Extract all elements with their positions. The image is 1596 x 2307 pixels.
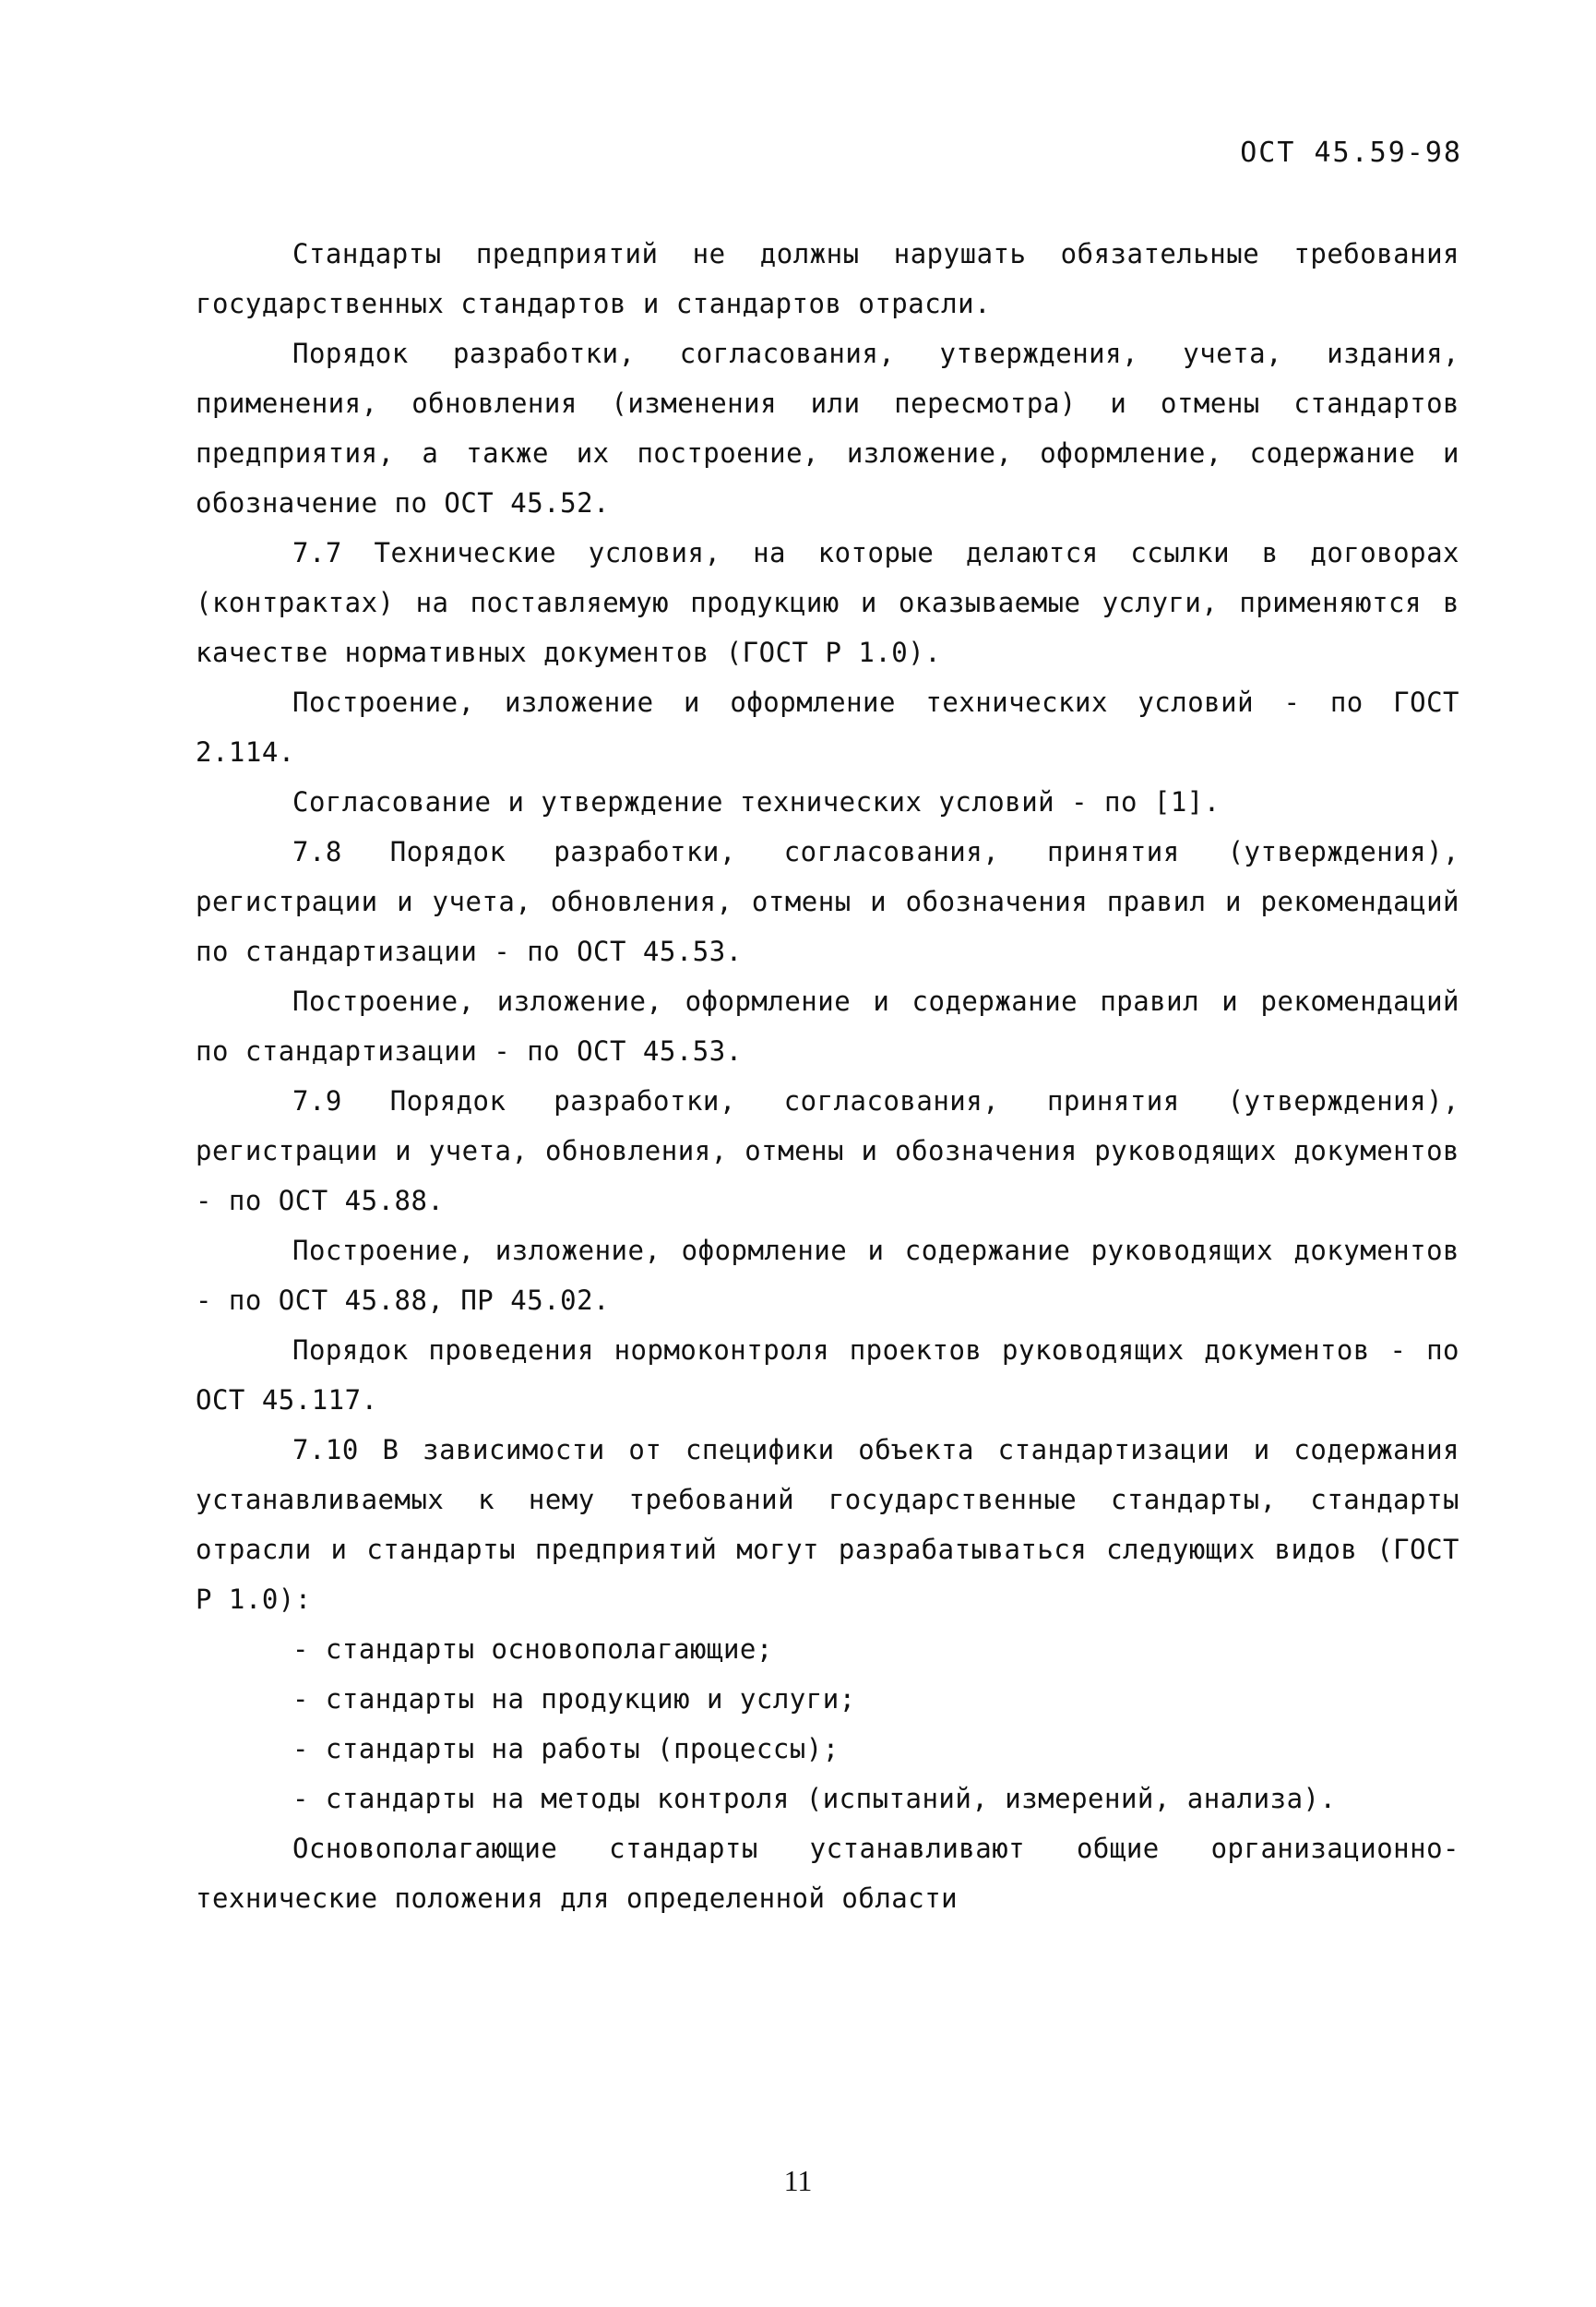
paragraph: Стандарты предприятий не должны нарушать обязательные требования государственных стандартов и стандартов отрасли. <box>196 238 1459 319</box>
page-number: 11 <box>783 2164 813 2197</box>
paragraph: Построение, изложение, оформление и содержание правил и рекомендаций по стандартизации - по ОСТ 45.53. <box>196 986 1459 1067</box>
list-item: - стандарты основополагающие; <box>292 1633 773 1665</box>
list-item: - стандарты на работы (процессы); <box>292 1733 840 1764</box>
paragraph-section-7-7: 7.7 Технические условия, на которые делаются ссылки в договорах (контрактах) на поставляемую продукцию и оказываемые услуги, применяются в качестве нормативных документов (ГОСТ Р 1.0). <box>196 537 1459 668</box>
document-code: ОСТ 45.59-98 <box>1240 137 1462 169</box>
list-item: - стандарты на методы контроля (испытаний, измерений, анализа). <box>292 1783 1337 1814</box>
paragraph-section-7-9: 7.9 Порядок разработки, согласования, принятия (утверждения), регистрации и учета, обновления, отмены и обозначения руководящих документов - по ОСТ 45.88. <box>196 1085 1459 1216</box>
paragraph: Согласование и утверждение технических условий - по [1]. <box>292 786 1221 818</box>
paragraph-section-7-8: 7.8 Порядок разработки, согласования, принятия (утверждения), регистрации и учета, обновления, отмены и обозначения правил и рекомендаций по стандартизации - по ОСТ 45.53. <box>196 836 1459 967</box>
paragraph: Порядок проведения нормоконтроля проектов руководящих документов - по ОСТ 45.117. <box>196 1334 1459 1416</box>
paragraph: Построение, изложение и оформление технических условий - по ГОСТ 2.114. <box>196 687 1459 768</box>
paragraph: Построение, изложение, оформление и содержание руководящих документов - по ОСТ 45.88, ПР 45.02. <box>196 1235 1459 1316</box>
list-item: - стандарты на продукцию и услуги; <box>292 1683 856 1715</box>
paragraph: Основополагающие стандарты устанавливают общие организационно-технические положения для определенной области <box>196 1833 1459 1914</box>
document-body <box>196 229 1459 1923</box>
paragraph: Порядок разработки, согласования, утверждения, учета, издания, применения, обновления (изменения или пересмотра) и отмены стандартов предприятия, а также их построение, изложение, оформление, содержание и обозначение по ОСТ 45.52. <box>196 338 1459 519</box>
paragraph-section-7-10: 7.10 В зависимости от специфики объекта стандартизации и содержания устанавливаемых к нему требований государственные стандарты, стандарты отрасли и стандарты предприятий могут разрабатываться следующих видов (ГОСТ Р 1.0): <box>196 1434 1459 1615</box>
